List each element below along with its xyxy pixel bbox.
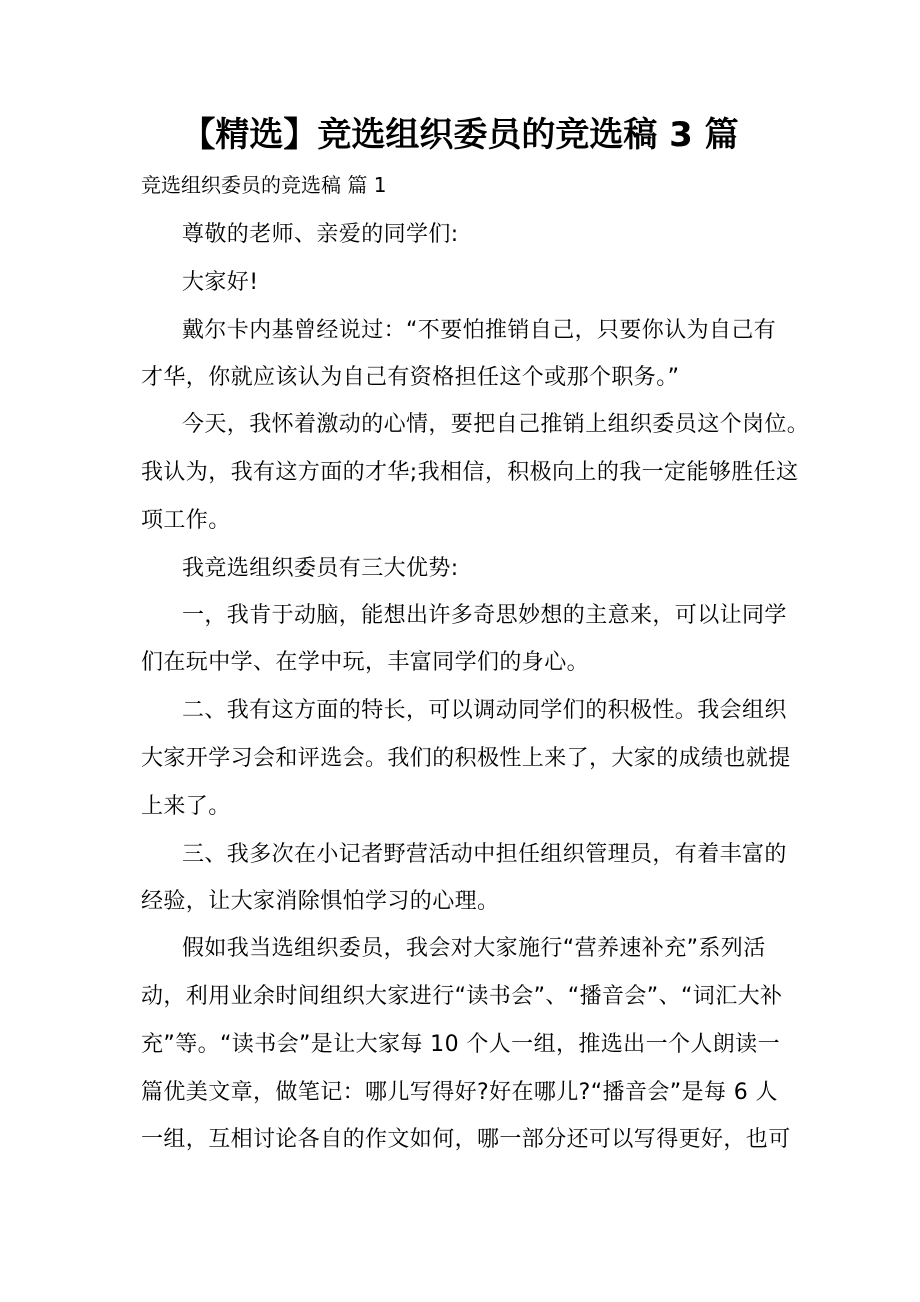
section-heading: 竞选组织委员的竞选稿 篇 1: [141, 173, 387, 197]
paragraph-plan-line-5: 一组，互相讨论各自的作文如何，哪一部分还可以写得更好，也可: [141, 1127, 791, 1152]
paragraph-plan-line-3: 充”等。“读书会”是让大家每 10 个人一组，推选出一个人朗读一: [141, 1032, 780, 1057]
paragraph-point-one-line-1: 一，我肯于动脑，能想出许多奇思妙想的主意来，可以让同学: [182, 603, 787, 628]
paragraph-plan-line-4: 篇优美文章，做笔记：哪儿写得好?好在哪儿?“播音会”是每 6 人: [141, 1080, 778, 1105]
greeting: 大家好!: [182, 270, 259, 295]
paragraph-point-one-line-2: 们在玩中学、在学中玩，丰富同学们的身心。: [141, 650, 590, 675]
paragraph-point-two-line-1: 二、我有这方面的特长，可以调动同学们的积极性。我会组织: [182, 698, 787, 723]
paragraph-quote-line-1: 戴尔卡内基曾经说过：“不要怕推销自己，只要你认为自己有: [182, 318, 777, 343]
paragraph-advantages-heading: 我竞选组织委员有三大优势:: [182, 556, 459, 581]
paragraph-point-two-line-2: 大家开学习会和评选会。我们的积极性上来了，大家的成绩也就提: [141, 746, 791, 771]
paragraph-plan-line-2: 动，利用业余时间组织大家进行“读书会”、“播音会”、“词汇大补: [141, 984, 783, 1009]
paragraph-intro-line-1: 今天，我怀着激动的心情，要把自己推销上组织委员这个岗位。: [182, 412, 810, 437]
paragraph-plan-line-1: 假如我当选组织委员，我会对大家施行“营养速补充”系列活: [182, 936, 766, 961]
document-title: 【精选】竞选组织委员的竞选稿 3 篇: [181, 115, 739, 155]
paragraph-intro-line-2: 我认为，我有这方面的才华;我相信，积极向上的我一定能够胜任这: [141, 460, 799, 485]
paragraph-intro-line-3: 项工作。: [141, 508, 231, 533]
paragraph-point-three-line-1: 三、我多次在小记者野营活动中担任组织管理员，有着丰富的: [182, 842, 787, 867]
salutation: 尊敬的老师、亲爱的同学们:: [182, 222, 459, 247]
paragraph-quote-line-2: 才华，你就应该认为自己有资格担任这个或那个职务。”: [141, 365, 680, 390]
paragraph-point-three-line-2: 经验，让大家消除惧怕学习的心理。: [141, 889, 500, 914]
paragraph-point-two-line-3: 上来了。: [141, 794, 231, 819]
